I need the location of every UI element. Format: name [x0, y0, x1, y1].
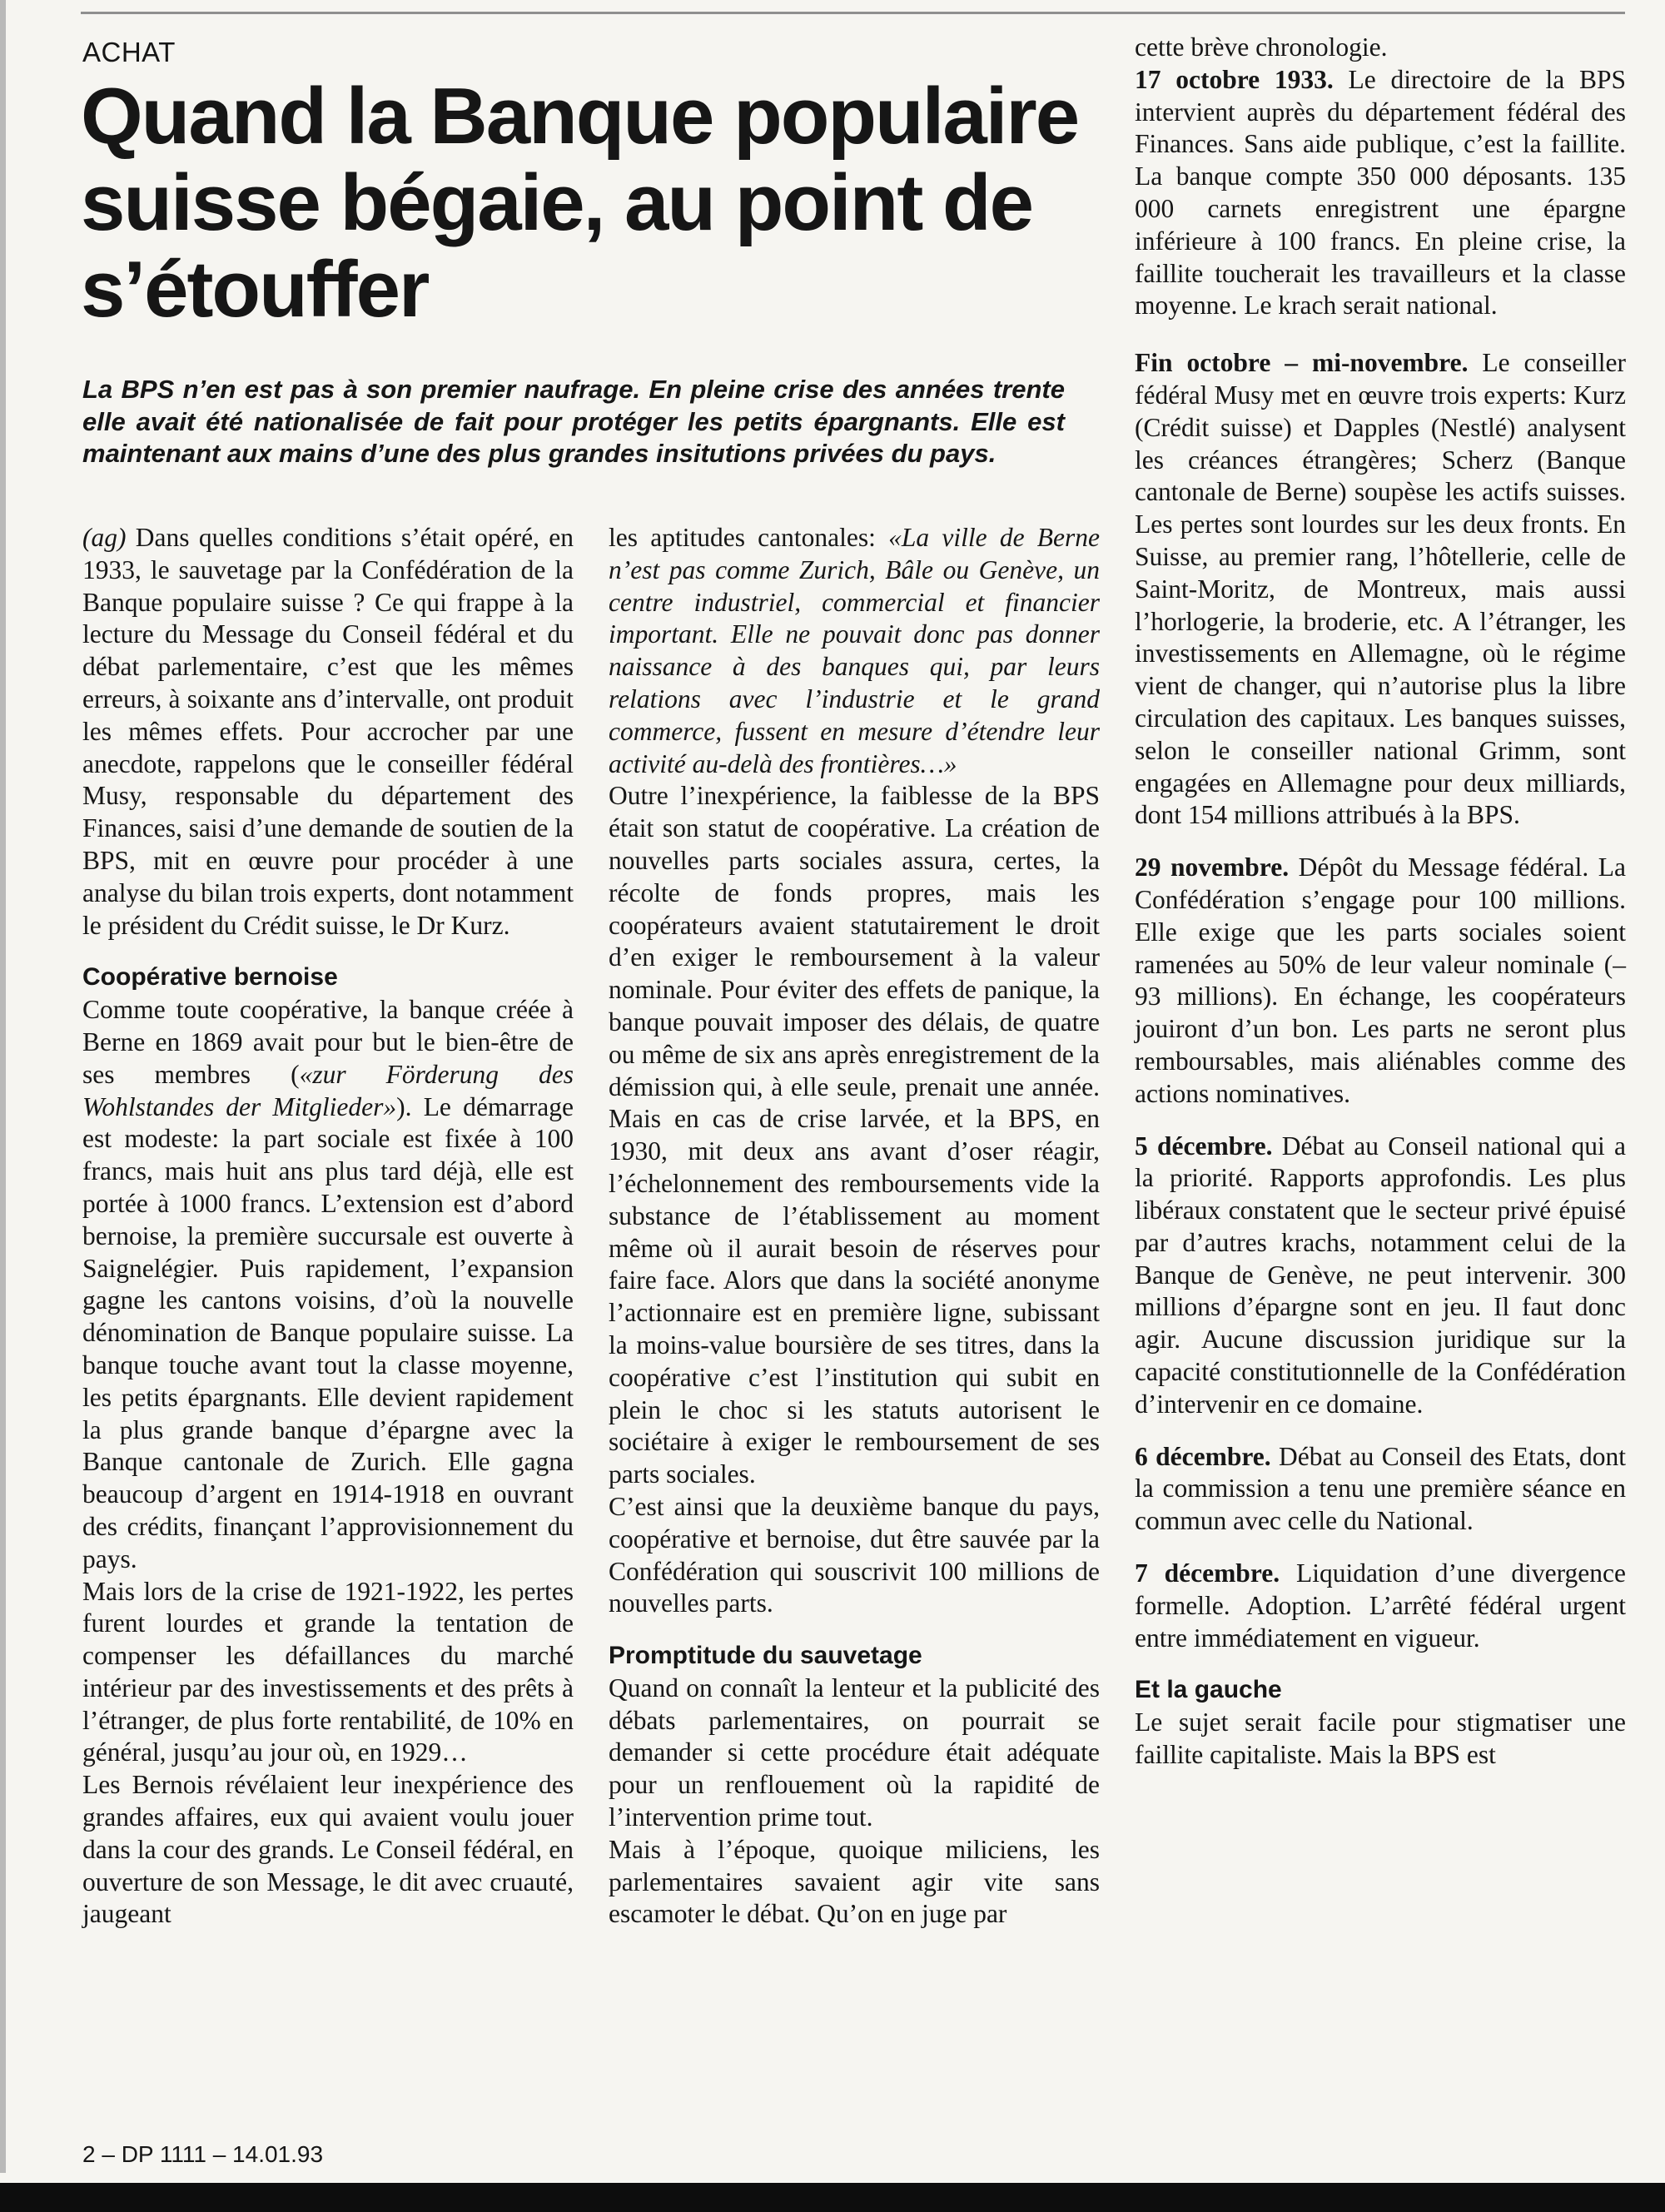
paragraph: Outre l’inexpérience, la faiblesse de la BPS était son statut de coopérative. La création de nouvelles parts sociales assura, certes, la récolte de fonds propres, mais les coopérateurs avaient statutairement le droit d’en exiger le remboursement à la valeur nominale. Pour éviter des effets de panique, la banque pouvait imposer des délais, de quatre ou même de six ans après enregistrement de la démission qui, à elle seule, prenait une année. Mais en cas de crise larvée, et la BPS, en 1930, mit deux ans avant d’oser réagir, l’échelonnement des remboursements vide la substance de l’établissement au moment même où il aurait besoin de réserves pour faire face. Alors que dans la société anonyme l’actionnaire est en première ligne, subissant la moins-value boursière de ses titres, dans la coopérative c’est l’institution qui subit en plein le choc si les statuts autorisent le sociétaire à exiger le remboursement de ses parts sociales.: [609, 781, 1100, 1489]
column-1: [82, 522, 574, 1931]
date-label: Fin octobre – mi-novembre.: [1135, 348, 1469, 378]
chronology-entry: 17 octobre 1933. Le directoire de la BPS intervient auprès du département fédéral des Finances. Sans aide publique, c’est la faillite. La banque compte 350 000 déposants. 135 000 carnets enregistrent une épargne inférieure à 100 francs. En pleine crise, la faillite toucherait les travailleurs et la classe moyenne. Le krach serait national.: [1135, 64, 1626, 321]
paragraph: Comme toute coopérative, la banque créée à Berne en 1869 avait pour but le bien-être de ses membres («zur Förderung des Wohlstandes der Mitglieder»). Le démarrage est modeste: la part sociale est fixée à 100 francs, mais huit ans plus tard déjà, elle est portée à 1000 francs. L’extension est d’abord bernoise, la première succursale est ouverte à Saignelégier. Puis rapidement, l’expansion gagne les cantons voisins, d’où la nouvelle dénomination de Banque populaire suisse. La banque touche avant tout la classe moyenne, les petits épargnants. Elle devient rapidement la plus grande banque d’épargne avec la Banque cantonale de Zurich. Elle gagna beaucoup d’argent en 1914-1918 en ouvrant des crédits, finançant l’approvisionnement du pays.: [82, 995, 574, 1573]
paragraph: cette brève chronologie.: [1135, 32, 1388, 62]
paragraph: Les Bernois révélaient leur inexpérience des grandes affaires, eux qui avaient voulu jouer dans la cour des grands. Le Conseil fédéral, en ouverture de son Message, le dit avec cruauté, jaugeant: [82, 1770, 574, 1929]
column-3-chronology: [1135, 32, 1626, 1772]
chronology-entry: 29 novembre. Dépôt du Message fédéral. La Confédération s’engage pour 100 millions. Elle exige que les parts sociales soient ramenées au 50% de leur valeur nominale (– 93 millions). En échange, les coopérateurs jouiront d’un bon. Les parts ne seront plus remboursables, mais aliénables comme des actions nominatives.: [1135, 852, 1626, 1108]
section-kicker: ACHAT: [82, 37, 176, 67]
author-initials: (ag): [82, 523, 127, 552]
paragraph: Mais à l’époque, quoique miliciens, les parlementaires savaient agir vite sans escamoter le débat. Qu’on en juge par: [609, 1834, 1100, 1929]
date-label: 29 novembre.: [1135, 852, 1290, 882]
paragraph: Mais lors de la crise de 1921-1922, les pertes furent lourdes et grande la tentation de compenser les défaillances du marché intérieur par des investissements et des prêts à l’étranger, de plus forte rentabilité, de 10% en général, jusqu’au jour où, en 1929…: [82, 1576, 574, 1767]
date-label: 7 décembre.: [1135, 1558, 1280, 1588]
scan-bottom-edge: [0, 2183, 1665, 2212]
top-rule: [81, 12, 1625, 14]
article-headline: Quand la Banque populaire suisse bégaie, au point de s’étouffer: [81, 72, 1079, 334]
date-label: 5 décembre.: [1135, 1131, 1273, 1161]
article-lead: La BPS n’en est pas à son premier naufrage. En pleine crise des années trente elle avait été nationalisée de fait pour protéger les petits épargnants. Elle est maintenant aux mains d’une des plus grandes insitutions privées du pays.: [82, 375, 1065, 468]
chronology-entry: Fin octobre – mi-novembre. Le conseiller fédéral Musy met en œuvre trois experts: Kurz (Crédit suisse) et Dapples (Nestlé) analysent les créances étrangères; Scherz (Banque cantonale de Berne) soupèse les actifs suisses. Les pertes sont lourdes sur les deux fronts. En Suisse, au premier rang, l’hôtellerie, celle de Saint-Moritz, de Montreux, mais aussi l’horlogerie, la broderie, etc. A l’étranger, les investissements en Allemagne, où le régime vient de changer, qui n’autorise plus la libre circulation des capitaux. Les banques suisses, selon le conseiller national Grimm, sont engagées en Allemagne pour deux milliards, dont 154 millions attribués à la BPS.: [1135, 348, 1627, 830]
column-2: [609, 522, 1100, 1931]
chronology-entry: 7 décembre. Liquidation d’une divergence formelle. Adoption. L’arrêté fédéral urgent entre immédiatement en vigueur.: [1135, 1558, 1626, 1653]
page-folio: 2 – DP 1111 – 14.01.93: [82, 2141, 324, 2167]
chronology-entry: 5 décembre. Débat au Conseil national qui a la priorité. Rapports approfondis. Les plus libéraux constatent que le secteur privé épuisé par d’autres krachs, notamment celui de la Banque de Genève, ne peut intervenir. 300 millions d’épargne sont en jeu. Il faut donc agir. Aucune discussion juridique sur la capacité constitutionnelle de la Confédération d’intervenir en ce domaine.: [1135, 1131, 1626, 1419]
paragraph: les aptitudes cantonales: «La ville de Berne n’est pas comme Zurich, Bâle ou Genève, un centre industriel, commercial et financier important. Elle ne pouvait donc pas donner naissance à des banques qui, par leurs relations avec l’industrie et le grand commerce, fussent en mesure d’étendre leur activité au-delà des frontières…»: [609, 523, 1100, 778]
chronology-entry: 6 décembre. Débat au Conseil des Etats, dont la commission a tenu une première séance en commun avec celle du National.: [1135, 1441, 1626, 1536]
message-quote: «La ville de Berne n’est pas comme Zurich, Bâle ou Genève, un centre industriel, commercial et financier important. Elle ne pouvait donc pas donner naissance à des banques qui, par leurs relations avec l’industrie et le grand commerce, fussent en mesure d’étendre leur activité au-delà des frontières…»: [609, 523, 1100, 778]
paragraph: Quand on connaît la lenteur et la publicité des débats parlementaires, on pourrait se demander si cette procédure était adéquate pour un renflouement où la rapidité de l’intervention prime tout.: [609, 1673, 1100, 1832]
date-label: 6 décembre.: [1135, 1441, 1271, 1471]
paragraph: C’est ainsi que la deuxième banque du pays, coopérative et bernoise, dut être sauvée par la Confédération qui souscrivit 100 millions de nouvelles parts.: [609, 1491, 1100, 1618]
subheading-cooperative-bernoise: Coopérative bernoise: [82, 963, 338, 992]
subheading-promptitude: Promptitude du sauvetage: [609, 1642, 922, 1670]
subheading-et-la-gauche: Et la gauche: [1135, 1676, 1282, 1704]
date-label: 17 octobre 1933.: [1135, 64, 1334, 94]
german-quote: «zur Förderung des Wohlstandes der Mitglieder»: [82, 1059, 574, 1121]
paragraph: (ag) Dans quelles conditions s’était opéré, en 1933, le sauvetage par la Confédération de la Banque populaire suisse ? Ce qui frappe à la lecture du Message du Conseil fédéral et du débat parlementaire, c’est que les mêmes erreurs, à soixante ans d’intervalle, ont produit les mêmes effets. Pour accrocher par une anecdote, rappelons que le conseiller fédéral Musy, responsable du département des Finances, saisi d’une demande de soutien de la BPS, mit en œuvre pour procéder à une analyse du bilan trois experts, dont notamment le président du Crédit suisse, le Dr Kurz.: [82, 523, 574, 940]
paragraph: Le sujet serait facile pour stigmatiser une faillite capitaliste. Mais la BPS est: [1135, 1707, 1626, 1770]
scan-left-edge: [0, 0, 6, 2173]
